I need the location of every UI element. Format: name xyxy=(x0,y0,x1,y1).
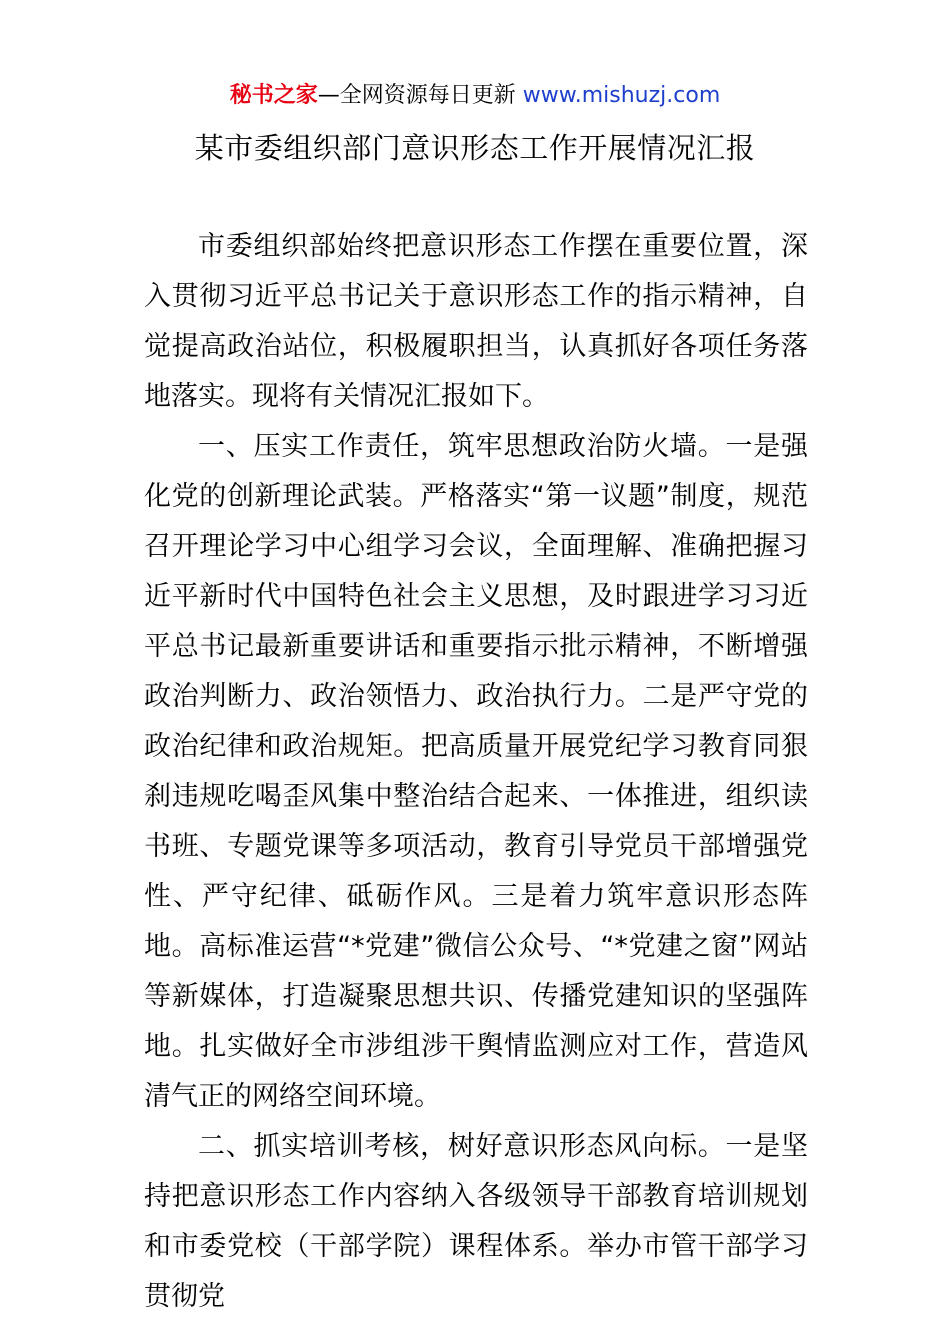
document-title: 某市委组织部门意识形态工作开展情况汇报 xyxy=(194,131,756,165)
site-url-link[interactable]: www.mishuzj.com xyxy=(522,83,721,108)
document-body xyxy=(144,222,808,1322)
paragraph-intro: 市委组织部始终把意识形态工作摆在重要位置，深入贯彻习近平总书记关于意识形态工作的指示精神，自觉提高政治站位，积极履职担当，认真抓好各项任务落地落实。现将有关情况汇报如下。 xyxy=(144,231,808,412)
banner-tagline: —全网资源每日更新 xyxy=(317,83,516,108)
site-banner xyxy=(0,80,950,112)
paragraph-section-one: 一、压实工作责任，筑牢思想政治防火墙。一是强化党的创新理论武装。严格落实“第一议题”制度，规范召开理论学习中心组学习会议，全面理解、准确把握习近平新时代中国特色社会主义思想，及时跟进学习习近平总书记最新重要讲话和重要指示批示精神，不断增强政治判断力、政治领悟力、政治执行力。二是严守党的政治纪律和政治规矩。把高质量开展党纪学习教育同狠刹违规吃喝歪风集中整治结合起来、一体推进，组织读书班、专题党课等多项活动，教育引导党员干部增强党性、严守纪律、砥砺作风。三是着力筑牢意识形态阵地。高标准运营“*党建”微信公众号、“*党建之窗”网站等新媒体，打造凝聚思想共识、传播党建知识的坚强阵地。扎实做好全市涉组涉干舆情监测应对工作，营造风清气正的网络空间环境。 xyxy=(144,431,808,1112)
brand-name: 秘书之家 xyxy=(229,83,318,108)
paragraph-section-two: 二、抓实培训考核，树好意识形态风向标。一是坚持把意识形态工作内容纳入各级领导干部教育培训规划和市委党校（干部学院）课程体系。举办市管干部学习贯彻党 xyxy=(144,1131,808,1312)
